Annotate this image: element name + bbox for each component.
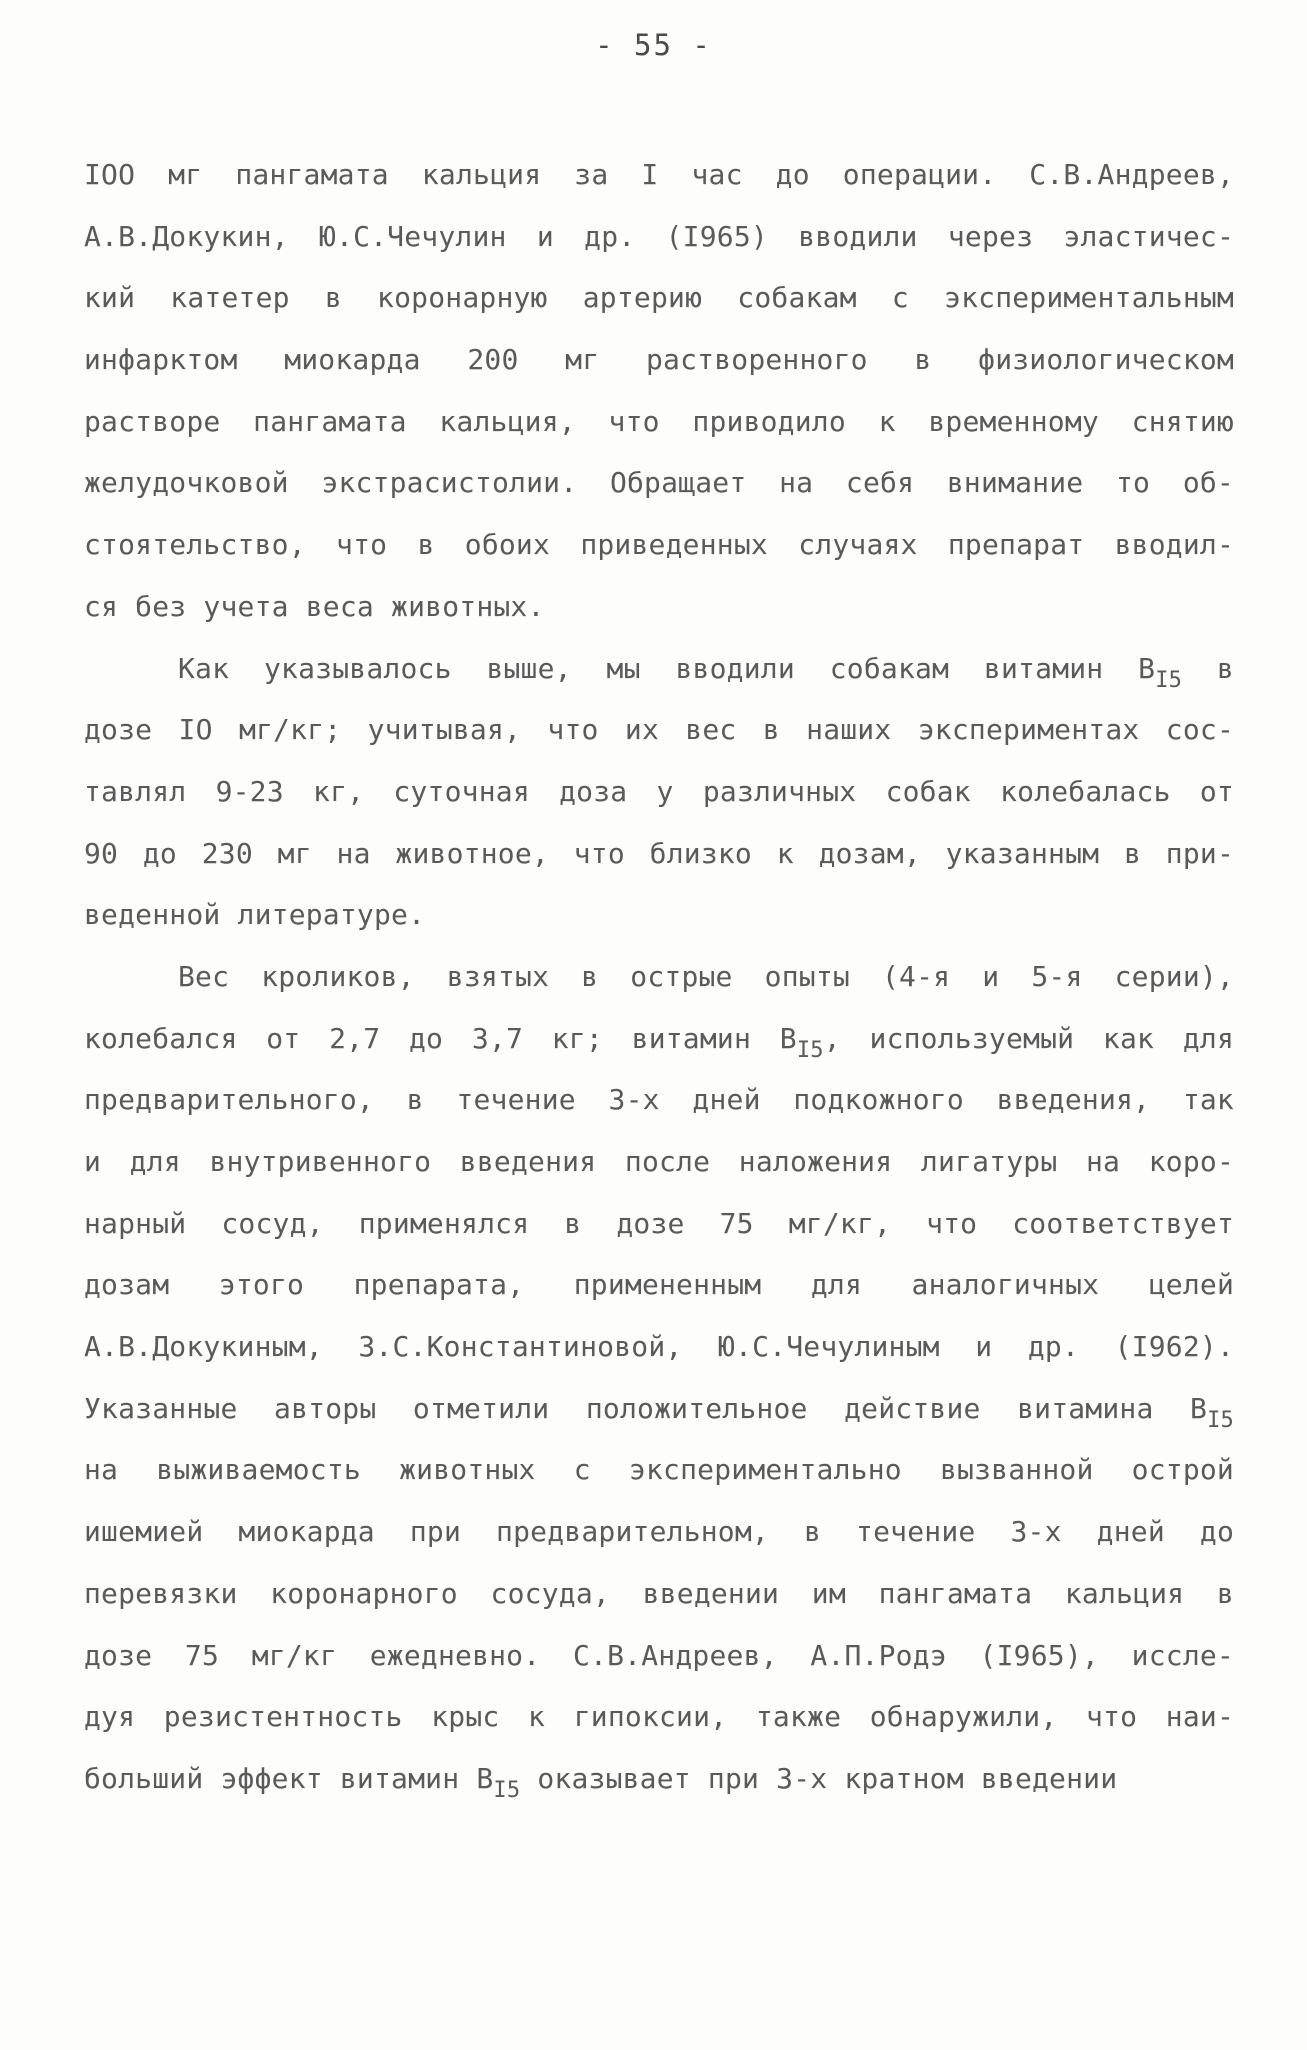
text-line bbox=[84, 638, 1234, 700]
line-text: А.В.Докукин, Ю.С.Чечулин и др. (I965) вводили через эластичес- bbox=[84, 219, 1234, 253]
line-text: предварительного, в течение 3-х дней подкожного введения, так bbox=[84, 1083, 1234, 1117]
page-number: - 55 - bbox=[595, 28, 712, 62]
line-text: Как указывалось выше, мы вводили собакам витамин В bbox=[178, 651, 1156, 685]
line-text: на выживаемость животных с экспериментально вызванной острой bbox=[84, 1453, 1234, 1487]
text-line bbox=[84, 329, 1234, 391]
body-text bbox=[84, 144, 1234, 1810]
subscript: I5 bbox=[493, 1777, 521, 1803]
line-text: колебался от 2,7 до 3,7 кг; витамин В bbox=[84, 1021, 797, 1055]
line-text: и для внутривенного введения после наложения лигатуры на коро- bbox=[84, 1145, 1234, 1178]
text-line bbox=[84, 884, 1234, 946]
subscript: I5 bbox=[1155, 667, 1183, 693]
text-line bbox=[84, 144, 1234, 206]
line-text-continued: , используемый как для bbox=[823, 1021, 1234, 1055]
line-text: стоятельство, что в обоих приведенных случаях препарат вводил- bbox=[84, 528, 1234, 562]
text-line bbox=[84, 946, 1234, 1008]
text-line bbox=[84, 1439, 1234, 1501]
line-text: Указанные авторы отметили положительное действие витамина В bbox=[84, 1391, 1208, 1425]
line-text: желудочковой экстрасистолии. Обращает на себя внимание то об- bbox=[84, 466, 1234, 500]
text-line bbox=[84, 1686, 1234, 1748]
line-text: растворе пангамата кальция, что приводило к временному снятию bbox=[84, 404, 1234, 438]
line-text: Вес кроликов, взятых в острые опыты (4-я и 5-я серии), bbox=[178, 959, 1234, 993]
line-text: инфарктом миокарда 200 мг растворенного в физиологическом bbox=[84, 343, 1234, 377]
text-line bbox=[84, 391, 1234, 453]
line-text: дуя резистентность крыс к гипоксии, также обнаружили, что наи- bbox=[84, 1700, 1234, 1734]
line-text-continued: в bbox=[1182, 651, 1234, 685]
line-text: тавлял 9-23 кг, суточная доза у различных собак колебалась от bbox=[84, 774, 1234, 808]
text-line bbox=[84, 576, 1234, 638]
line-text: ишемией миокарда при предварительном, в течение 3-х дней до bbox=[84, 1515, 1234, 1549]
line-text: дозам этого препарата, примененным для аналогичных целей bbox=[84, 1268, 1234, 1302]
text-line bbox=[84, 1748, 1234, 1810]
line-text: дозе 75 мг/кг ежедневно. С.В.Андреев, А.П.Родэ (I965), иссле- bbox=[84, 1638, 1234, 1672]
line-text: дозе IO мг/кг; учитывая, что их вес в наших экспериментах сос- bbox=[84, 713, 1234, 747]
line-text: больший эффект витамин В bbox=[84, 1761, 494, 1795]
line-text: перевязки коронарного сосуда, введении им пангамата кальция в bbox=[84, 1576, 1234, 1610]
text-line bbox=[84, 206, 1234, 268]
line-text: веденной литературе. bbox=[84, 898, 426, 932]
text-line bbox=[84, 1131, 1234, 1193]
line-text: нарный сосуд, применялся в дозе 75 мг/кг, что соответствует bbox=[84, 1206, 1234, 1240]
text-line bbox=[84, 1008, 1234, 1070]
text-line bbox=[84, 1069, 1234, 1131]
line-text: А.В.Докукиным, З.С.Константиновой, Ю.С.Чечулиным и др. (I962). bbox=[84, 1330, 1234, 1364]
line-text: IOO мг пангамата кальция за I час до операции. С.В.Андреев, bbox=[84, 158, 1234, 191]
text-line bbox=[84, 514, 1234, 576]
text-line bbox=[84, 452, 1234, 514]
line-text: 90 до 230 мг на животное, что близко к дозам, указанным в при- bbox=[84, 836, 1234, 870]
text-line bbox=[84, 1378, 1234, 1440]
text-line bbox=[84, 1625, 1234, 1687]
text-line bbox=[84, 1563, 1234, 1625]
text-line bbox=[84, 823, 1234, 885]
text-line bbox=[84, 761, 1234, 823]
text-line bbox=[84, 1193, 1234, 1255]
subscript: I5 bbox=[796, 1037, 824, 1063]
text-line bbox=[84, 1254, 1234, 1316]
subscript: I5 bbox=[1207, 1407, 1234, 1433]
line-text: ся без учета веса животных. bbox=[84, 589, 545, 623]
text-line bbox=[84, 267, 1234, 329]
text-line bbox=[84, 699, 1234, 761]
text-line bbox=[84, 1316, 1234, 1378]
text-line bbox=[84, 1501, 1234, 1563]
line-text-continued: оказывает при 3-х кратном введении bbox=[520, 1761, 1118, 1795]
line-text: кий катетер в коронарную артерию собакам с экспериментальным bbox=[84, 281, 1234, 315]
